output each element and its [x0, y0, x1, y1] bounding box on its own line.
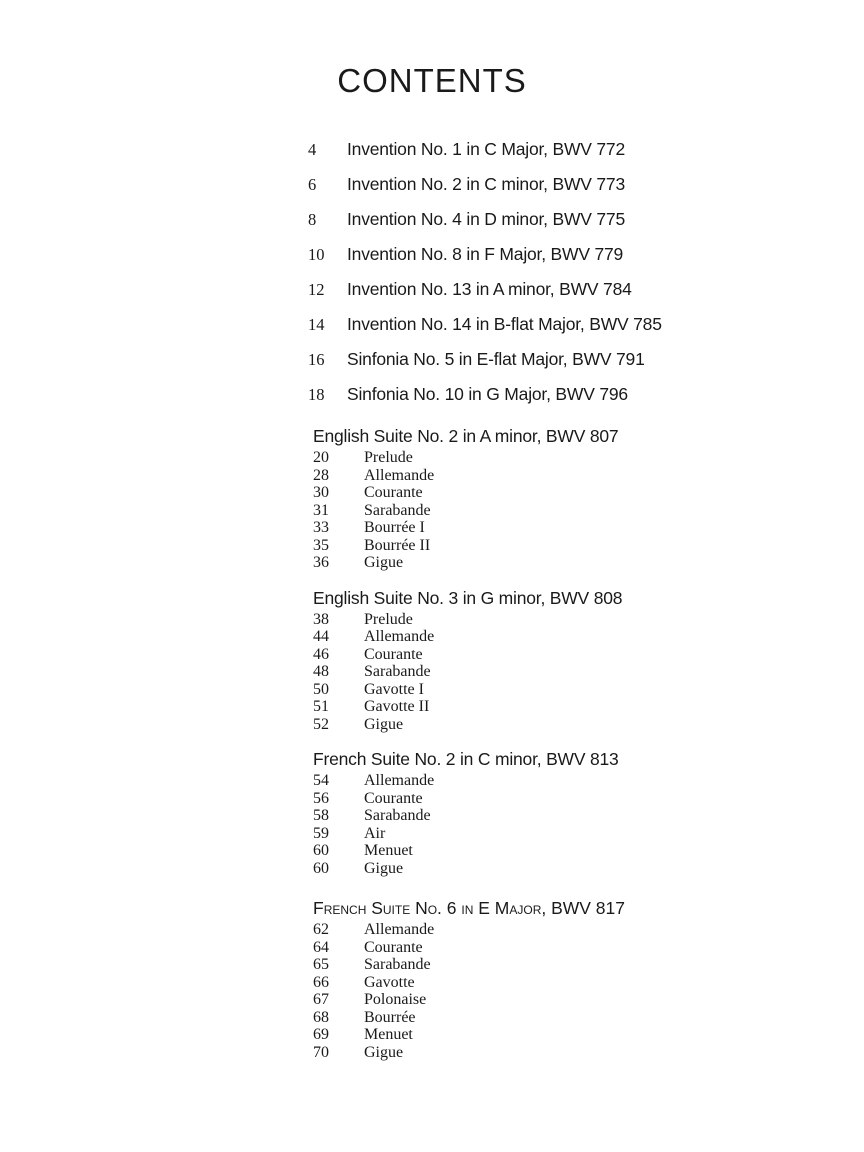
suite-movement-row [313, 1026, 788, 1044]
movement-title: Prelude [364, 449, 413, 466]
movement-title: Menuet [364, 842, 413, 859]
movement-page-number: 69 [313, 1026, 329, 1043]
movement-page-number: 56 [313, 789, 329, 807]
movement-page-number: 59 [313, 824, 329, 842]
movement-title: Gavotte II [364, 698, 430, 715]
entry-page-number: 4 [308, 140, 317, 159]
movement-title: Gigue [364, 1043, 404, 1061]
movement-title: Allemande [364, 772, 435, 789]
movement-title: Bourrée [364, 1008, 416, 1026]
entry-title: Invention No. 1 in C Major, BWV 772 [347, 139, 625, 159]
movement-title: Courante [364, 789, 423, 807]
movement-page-number: 58 [313, 807, 329, 824]
movement-title: Sarabande [364, 956, 431, 973]
suite-section [313, 588, 788, 734]
suite-movement-row [313, 956, 788, 974]
entry-page-number: 18 [308, 385, 325, 404]
suite-movement-row [313, 628, 788, 646]
suite-movement-row [313, 698, 788, 716]
movement-page-number: 30 [313, 484, 329, 501]
movement-page-number: 52 [313, 715, 329, 733]
suite-movement-row [313, 1009, 788, 1027]
entry-title: Invention No. 4 in D minor, BWV 775 [347, 209, 625, 229]
movement-title: Allemande [364, 466, 435, 484]
movement-title: Allemande [364, 628, 435, 645]
movement-page-number: 48 [313, 663, 329, 680]
entry-title: Invention No. 14 in B-flat Major, BWV 785 [347, 314, 662, 334]
movement-title: Sarabande [364, 807, 431, 824]
movement-page-number: 31 [313, 501, 329, 519]
movement-title: Allemande [364, 921, 435, 938]
suite-movement-row [313, 646, 788, 664]
movement-title: Sarabande [364, 663, 431, 680]
movement-title: Bourrée I [364, 519, 425, 536]
movement-page-number: 65 [313, 956, 329, 973]
toc-entry [308, 349, 788, 384]
movement-title: Courante [364, 645, 423, 663]
suite-movement-row [313, 554, 788, 572]
suite-section [313, 898, 788, 1061]
suite-movement-row [313, 825, 788, 843]
suite-movement-list [313, 921, 788, 1061]
entry-page-number: 14 [308, 315, 325, 334]
movement-title: Gavotte [364, 973, 415, 991]
entry-title: Invention No. 8 in F Major, BWV 779 [347, 244, 624, 264]
movement-title: Gavotte I [364, 680, 424, 698]
movement-title: Polonaise [364, 991, 427, 1008]
suite-movement-row [313, 860, 788, 878]
movement-title: Gigue [364, 554, 404, 571]
suite-movement-row [313, 502, 788, 520]
movement-page-number: 51 [313, 698, 329, 715]
movement-page-number: 33 [313, 519, 329, 536]
movement-title: Air [364, 824, 386, 842]
page-title: CONTENTS [337, 62, 527, 99]
suite-section [313, 426, 788, 572]
suite-heading: English Suite No. 2 in A minor, BWV 807 [313, 426, 619, 446]
movement-page-number: 62 [313, 921, 329, 938]
suite-movement-list [313, 772, 788, 877]
entry-page-number: 10 [308, 245, 325, 264]
suite-movement-list [313, 449, 788, 572]
entry-page-number: 6 [308, 175, 317, 194]
entry-title: Invention No. 2 in C minor, BWV 773 [347, 174, 625, 194]
movement-title: Prelude [364, 610, 413, 628]
movement-title: Courante [364, 484, 423, 501]
suite-movement-row [313, 939, 788, 957]
suite-movement-row [313, 974, 788, 992]
toc-entry [308, 279, 788, 314]
entry-title: Invention No. 13 in A minor, BWV 784 [347, 279, 632, 299]
movement-page-number: 70 [313, 1043, 329, 1061]
suite-movement-row [313, 790, 788, 808]
suite-movement-row [313, 681, 788, 699]
movement-title: Sarabande [364, 501, 431, 519]
entry-title: Sinfonia No. 10 in G Major, BWV 796 [347, 384, 628, 404]
movement-title: Courante [364, 938, 423, 956]
suite-movement-row [313, 772, 788, 790]
suite-section [313, 749, 788, 877]
table-of-contents [308, 139, 788, 1061]
suite-movement-row [313, 991, 788, 1009]
suite-movement-row [313, 807, 788, 825]
invention-sinfonia-list [308, 139, 788, 419]
toc-entry [308, 139, 788, 174]
toc-entry [308, 174, 788, 209]
suite-movement-row [313, 1044, 788, 1062]
movement-page-number: 68 [313, 1008, 329, 1026]
suite-movement-row [313, 467, 788, 485]
suite-movement-row [313, 842, 788, 860]
suite-movement-row [313, 663, 788, 681]
movement-title: Gigue [364, 859, 404, 877]
entry-title: Sinfonia No. 5 in E-flat Major, BWV 791 [347, 349, 645, 369]
movement-page-number: 46 [313, 645, 329, 663]
movement-page-number: 50 [313, 680, 329, 698]
suite-heading: French Suite No. 6 in E Major, BWV 817 [313, 898, 626, 918]
movement-title: Bourrée II [364, 536, 431, 554]
suite-movement-row [313, 921, 788, 939]
movement-page-number: 28 [313, 466, 329, 484]
movement-page-number: 60 [313, 842, 329, 859]
suite-movement-row [313, 519, 788, 537]
movement-page-number: 36 [313, 554, 329, 571]
suite-movement-row [313, 537, 788, 555]
movement-page-number: 67 [313, 991, 329, 1008]
entry-page-number: 8 [308, 210, 317, 229]
toc-entry [308, 384, 788, 419]
entry-page-number: 12 [308, 280, 325, 299]
movement-page-number: 66 [313, 973, 329, 991]
toc-entry [308, 209, 788, 244]
suite-heading: French Suite No. 2 in C minor, BWV 813 [313, 749, 619, 769]
suite-movement-list [313, 611, 788, 734]
movement-page-number: 44 [313, 628, 329, 645]
suite-movement-row [313, 611, 788, 629]
suite-heading: English Suite No. 3 in G minor, BWV 808 [313, 587, 623, 608]
movement-page-number: 20 [313, 449, 329, 466]
suite-movement-row [313, 449, 788, 467]
movement-page-number: 35 [313, 536, 329, 554]
movement-page-number: 60 [313, 859, 329, 877]
toc-entry [308, 314, 788, 349]
movement-page-number: 38 [313, 610, 329, 628]
suite-sections [308, 426, 788, 1061]
movement-page-number: 54 [313, 772, 329, 789]
toc-entry [308, 244, 788, 279]
movement-page-number: 64 [313, 938, 329, 956]
suite-movement-row [313, 716, 788, 734]
movement-title: Gigue [364, 715, 404, 733]
entry-page-number: 16 [308, 350, 325, 369]
movement-title: Menuet [364, 1026, 413, 1043]
suite-movement-row [313, 484, 788, 502]
